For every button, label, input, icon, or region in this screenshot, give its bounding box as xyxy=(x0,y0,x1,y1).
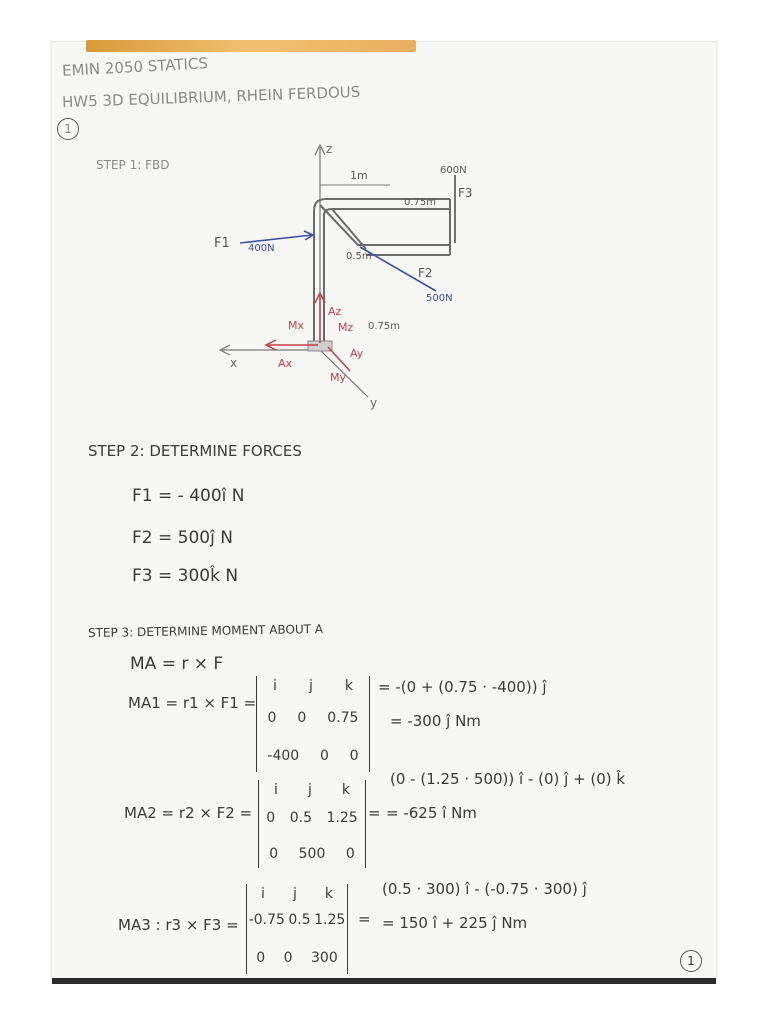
ma2-expansion: (0 - (1.25 · 500)) î - (0) ĵ + (0) k̂ xyxy=(390,770,626,788)
step1-title: STEP 1: FBD xyxy=(96,158,170,172)
ma2-equals: = xyxy=(368,804,381,822)
force-f1-eq-value: - 400î N xyxy=(177,486,245,506)
force-f1-line xyxy=(132,486,245,506)
ma3-result: = 150 î + 225 ĵ Nm xyxy=(382,914,528,932)
force-f3-value: 600N xyxy=(440,165,467,176)
dim-075m-top: 0.75m xyxy=(404,197,437,208)
problem-number: 1 xyxy=(64,122,72,136)
reaction-ay: Ay xyxy=(350,347,364,360)
ma3-label: MA3 : r3 × F3 = xyxy=(118,916,239,934)
free-body-diagram xyxy=(200,135,500,415)
force-f2-eq-label: F2 = xyxy=(132,528,173,548)
moment-definition: MA = r × F xyxy=(130,654,224,674)
force-f3-label: F3 xyxy=(458,186,473,200)
y-axis-label: y xyxy=(370,396,378,410)
page-number-badge xyxy=(680,950,702,972)
reaction-mx: Mx xyxy=(288,319,305,332)
dim-05m: 0.5m xyxy=(346,251,372,262)
dim-1m: 1m xyxy=(350,169,368,182)
force-f3-eq-value: 300k̂ N xyxy=(177,566,239,586)
z-axis-label: z xyxy=(326,142,333,156)
desk-edge xyxy=(86,40,416,52)
ma3-expansion: (0.5 · 300) î - (-0.75 · 300) ĵ xyxy=(382,880,587,898)
ma3-determinant: i j k -0.75 0.5 1.25 0 0 300 xyxy=(246,884,348,974)
reaction-az: Az xyxy=(328,305,342,318)
page-number: 1 xyxy=(687,954,695,968)
force-f2-line xyxy=(132,528,233,548)
force-f2-value: 500N xyxy=(426,293,453,304)
homework-title: HW5 3D EQUILIBRIUM, RHEIN FERDOUS xyxy=(61,82,361,112)
ma1-result: = -300 ĵ Nm xyxy=(390,712,481,730)
problem-number-badge xyxy=(57,118,79,140)
reaction-my: My xyxy=(330,371,347,384)
force-f1-value: 400N xyxy=(248,243,275,254)
step3-title: STEP 3: DETERMINE MOMENT ABOUT A xyxy=(87,621,324,641)
ma2-determinant: i j k 0 0.5 1.25 0 500 0 xyxy=(258,780,366,868)
ma1-determinant: i j k 0 0 0.75 -400 0 0 xyxy=(256,676,370,772)
desk-shadow xyxy=(52,978,716,984)
ma2-label: MA2 = r2 × F2 = xyxy=(124,804,253,822)
reaction-ax: Ax xyxy=(278,357,293,370)
dim-075m-side: 0.75m xyxy=(368,321,401,332)
ma1-expansion: = -(0 + (0.75 · -400)) ĵ xyxy=(378,678,547,696)
force-f2-label: F2 xyxy=(418,266,433,280)
step2-title: STEP 2: DETERMINE FORCES xyxy=(88,442,302,460)
reaction-mz: Mz xyxy=(338,321,354,334)
force-f2-eq-value: 500ĵ N xyxy=(177,528,233,548)
force-f3-eq-label: F3 = xyxy=(132,566,173,586)
ma2-result: = -625 î Nm xyxy=(386,804,477,822)
course-title: EMIN 2050 STATICS xyxy=(61,54,209,80)
force-f3-line xyxy=(132,566,238,586)
ma3-equals: = xyxy=(358,910,371,928)
force-f1-arrow xyxy=(240,235,312,243)
force-f1-label: F1 xyxy=(214,236,230,251)
x-axis-label: x xyxy=(230,356,238,370)
force-f1-eq-label: F1 = xyxy=(132,486,173,506)
ma1-label: MA1 = r1 × F1 = xyxy=(128,694,257,712)
